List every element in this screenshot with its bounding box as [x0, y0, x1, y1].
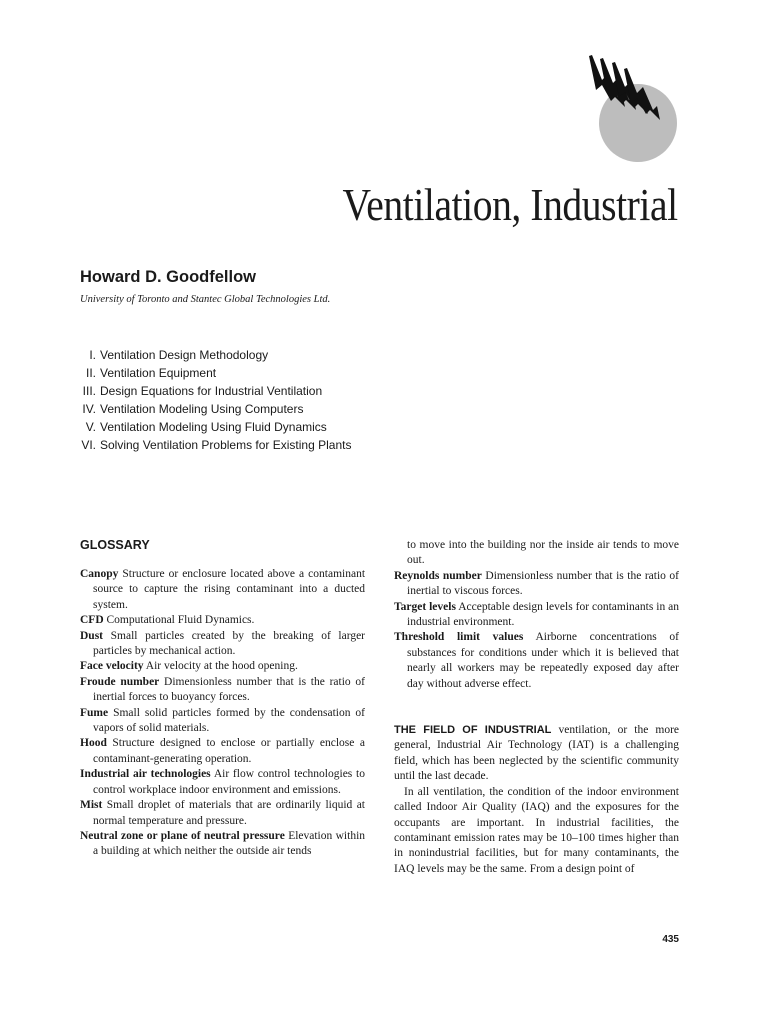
glossary-entry — [80, 736, 365, 767]
body-lead-in: THE FIELD OF INDUSTRIAL — [394, 724, 552, 737]
toc-label: Design Equations for Industrial Ventilation — [100, 384, 323, 398]
article-title: Ventilation, Industrial — [342, 179, 678, 230]
glossary-term: Threshold limit values — [394, 631, 524, 644]
toc-item — [60, 436, 351, 454]
glossary-entry — [80, 613, 365, 628]
glossary-term: Dust — [80, 629, 104, 642]
glossary-column-left — [80, 536, 365, 860]
glossary-entry — [80, 798, 365, 829]
glossary-definition: Structure designed to enclose or partially enclose a contaminant-generating operation. — [93, 737, 365, 765]
toc-label: Ventilation Modeling Using Computers — [100, 402, 304, 416]
toc-label: Ventilation Modeling Using Fluid Dynamics — [100, 420, 327, 434]
glossary-term: Canopy — [80, 568, 119, 580]
glossary-entry — [80, 829, 365, 860]
glossary-definition: Airborne concentrations of substances for conditions under which it is believed that nearly all workers may be repeatedly exposed day after day without adverse effect. — [407, 631, 679, 690]
glossary-continuation: to move into the building nor the inside air tends to move out. — [407, 539, 679, 567]
toc-number: VI. — [81, 438, 96, 452]
glossary-entry — [80, 567, 365, 613]
glossary-definition: Computational Fluid Dynamics. — [106, 614, 255, 627]
page-number: 435 — [662, 934, 679, 945]
toc-item — [60, 418, 351, 436]
glossary-definition: Elevation within a building at which neither the outside air tends — [93, 829, 366, 858]
glossary-definition: Small droplet of materials that are ordinarily liquid at normal temperature and pressure. — [93, 799, 366, 827]
toc-number: IV. — [82, 402, 96, 416]
toc-label: Ventilation Design Methodology — [100, 348, 269, 362]
toc-number: II. — [85, 366, 96, 380]
glossary-term: Froude number — [80, 675, 160, 688]
glossary-entry — [80, 675, 365, 706]
glossary-definition: Air velocity at the hood opening. — [145, 660, 298, 673]
glossary-entry — [394, 569, 679, 600]
toc-item — [60, 346, 351, 364]
author-name: Howard D. Goodfellow — [80, 268, 256, 286]
glossary-term: Target levels — [394, 600, 456, 613]
author-affiliation: University of Toronto and Stantec Global Technologies Ltd. — [80, 294, 331, 305]
glossary-column-right — [394, 538, 679, 877]
toc-label: Solving Ventilation Problems for Existing Plants — [100, 438, 352, 452]
glossary-term: Fume — [80, 706, 109, 719]
glossary-heading: GLOSSARY — [80, 538, 150, 552]
glossary-entry — [394, 630, 679, 692]
glossary-term: Neutral zone or plane of neutral pressure — [80, 829, 285, 842]
glossary-entry — [394, 600, 679, 631]
glossary-entry — [80, 659, 365, 674]
glossary-term: Hood — [80, 737, 107, 750]
glossary-definition: Structure or enclosure located above a contaminant source to capture the rising contaminant into a ducted system. — [93, 568, 366, 611]
glossary-definition: Small solid particles formed by the condensation of vapors of solid materials. — [93, 706, 366, 735]
toc-item — [60, 364, 351, 382]
toc-number: III. — [82, 384, 96, 398]
glossary-entry — [80, 706, 365, 737]
glossary-definition: Dimensionless number that is the ratio of inertial to viscous forces. — [407, 569, 680, 598]
toc-number: V. — [85, 420, 96, 434]
glossary-definition: Small particles created by the breaking of larger particles by mechanical action. — [93, 629, 366, 658]
body-text: ventilation, or the more general, Industrial Air Technology (IAT) is a challenging field, which has been neglected by the scientific community until the last decade. — [394, 724, 680, 783]
glossary-entry — [80, 767, 365, 798]
glossary-definition: Acceptable design levels for contaminants in an industrial environment. — [407, 600, 679, 629]
body-paragraph — [394, 723, 679, 785]
table-of-contents — [60, 346, 351, 454]
lightning-bolts-over-circle-icon — [575, 55, 685, 165]
toc-label: Ventilation Equipment — [100, 366, 217, 380]
glossary-term: Reynolds number — [394, 569, 482, 582]
toc-item — [60, 382, 351, 400]
toc-item — [60, 400, 351, 418]
glossary-term: Industrial air technologies — [80, 768, 211, 781]
glossary-definition: Dimensionless number that is the ratio of inertial forces to buoyancy forces. — [93, 675, 366, 704]
glossary-term: Mist — [80, 799, 103, 812]
glossary-term: Face velocity — [80, 660, 144, 673]
glossary-entry — [80, 629, 365, 660]
body-paragraph: In all ventilation, the condition of the indoor environment called Indoor Air Quality (IAQ) and the exposures for the occupants are important. In industrial facilities, the contaminant emission rates may be 10–100 times higher than in nonindustrial facilities, but for many contaminants, the IAQ levels may be the same. From a design point of — [394, 785, 679, 875]
toc-number: I. — [89, 348, 96, 362]
glossary-term: CFD — [80, 614, 104, 627]
glossary-definition: Air flow control technologies to control workplace indoor environment and emissions. — [93, 768, 365, 796]
